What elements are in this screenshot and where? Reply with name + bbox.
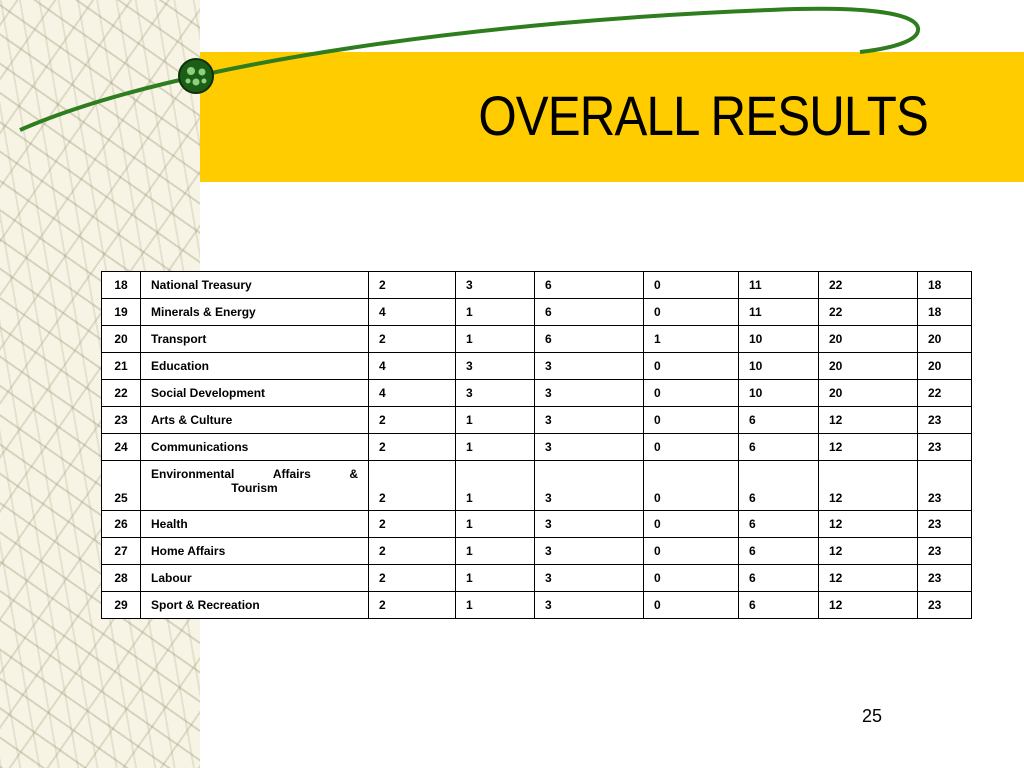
department-cell: Transport (141, 326, 369, 353)
department-cell (141, 461, 369, 511)
score-cell: 23 (918, 538, 972, 565)
score-cell: 1 (456, 592, 535, 619)
department-cell: Health (141, 511, 369, 538)
score-cell: 20 (819, 380, 918, 407)
department-word: & (349, 467, 358, 481)
score-cell: 1 (456, 565, 535, 592)
score-cell: 23 (918, 592, 972, 619)
department-cell: Communications (141, 434, 369, 461)
score-cell: 1 (456, 299, 535, 326)
score-cell: 0 (644, 380, 739, 407)
score-cell: 20 (918, 326, 972, 353)
score-cell: 2 (369, 592, 456, 619)
score-cell: 3 (535, 407, 644, 434)
score-cell: 6 (739, 407, 819, 434)
score-cell: 12 (819, 592, 918, 619)
score-cell: 1 (456, 434, 535, 461)
rank-cell: 27 (102, 538, 141, 565)
score-cell: 3 (535, 538, 644, 565)
score-cell: 6 (739, 511, 819, 538)
score-cell: 12 (819, 461, 918, 511)
rank-cell: 24 (102, 434, 141, 461)
score-cell: 2 (369, 434, 456, 461)
score-cell: 23 (918, 565, 972, 592)
department-cell: Minerals & Energy (141, 299, 369, 326)
score-cell: 0 (644, 272, 739, 299)
table-row (102, 272, 972, 299)
table-row (102, 538, 972, 565)
score-cell: 20 (918, 353, 972, 380)
department-word: Tourism (231, 481, 278, 495)
rank-cell: 26 (102, 511, 141, 538)
score-cell: 4 (369, 353, 456, 380)
department-cell: National Treasury (141, 272, 369, 299)
score-cell: 3 (535, 461, 644, 511)
results-table (101, 271, 972, 619)
score-cell: 3 (535, 565, 644, 592)
score-cell: 22 (819, 272, 918, 299)
score-cell: 6 (535, 326, 644, 353)
score-cell: 3 (456, 353, 535, 380)
rank-cell: 25 (102, 461, 141, 511)
score-cell: 2 (369, 326, 456, 353)
table-row (102, 299, 972, 326)
score-cell: 12 (819, 434, 918, 461)
table-row (102, 565, 972, 592)
score-cell: 12 (819, 565, 918, 592)
score-cell: 2 (369, 272, 456, 299)
department-cell: Education (141, 353, 369, 380)
score-cell: 20 (819, 353, 918, 380)
score-cell: 3 (535, 434, 644, 461)
score-cell: 23 (918, 461, 972, 511)
score-cell: 18 (918, 272, 972, 299)
score-cell: 3 (456, 380, 535, 407)
rank-cell: 23 (102, 407, 141, 434)
score-cell: 23 (918, 434, 972, 461)
score-cell: 23 (918, 407, 972, 434)
score-cell: 6 (739, 461, 819, 511)
score-cell: 2 (369, 538, 456, 565)
score-cell: 4 (369, 299, 456, 326)
rank-cell: 21 (102, 353, 141, 380)
score-cell: 22 (819, 299, 918, 326)
score-cell: 1 (456, 538, 535, 565)
score-cell: 23 (918, 511, 972, 538)
department-cell: Labour (141, 565, 369, 592)
score-cell: 6 (739, 434, 819, 461)
score-cell: 4 (369, 380, 456, 407)
score-cell: 6 (535, 299, 644, 326)
score-cell: 0 (644, 407, 739, 434)
score-cell: 1 (456, 461, 535, 511)
score-cell: 12 (819, 538, 918, 565)
score-cell: 1 (456, 511, 535, 538)
score-cell: 1 (456, 407, 535, 434)
score-cell: 0 (644, 353, 739, 380)
score-cell: 1 (456, 326, 535, 353)
score-cell: 2 (369, 565, 456, 592)
score-cell: 2 (369, 511, 456, 538)
table-row (102, 353, 972, 380)
slide-title: OVERALL RESULTS (478, 84, 928, 147)
score-cell: 3 (535, 353, 644, 380)
score-cell: 18 (918, 299, 972, 326)
score-cell: 0 (644, 592, 739, 619)
department-cell: Home Affairs (141, 538, 369, 565)
score-cell: 20 (819, 326, 918, 353)
score-cell: 6 (739, 565, 819, 592)
score-cell: 10 (739, 326, 819, 353)
page-number: 25 (862, 706, 883, 726)
score-cell: 1 (644, 326, 739, 353)
score-cell: 12 (819, 511, 918, 538)
score-cell: 6 (739, 538, 819, 565)
department-cell: Arts & Culture (141, 407, 369, 434)
table-row (102, 380, 972, 407)
score-cell: 0 (644, 538, 739, 565)
score-cell: 11 (739, 272, 819, 299)
rank-cell: 18 (102, 272, 141, 299)
score-cell: 3 (535, 592, 644, 619)
score-cell: 2 (369, 407, 456, 434)
rank-cell: 28 (102, 565, 141, 592)
department-word: Affairs (272, 467, 311, 481)
score-cell: 12 (819, 407, 918, 434)
table-row (102, 511, 972, 538)
department-cell: Social Development (141, 380, 369, 407)
rank-cell: 20 (102, 326, 141, 353)
table-row (102, 434, 972, 461)
score-cell: 3 (535, 380, 644, 407)
score-cell: 0 (644, 461, 739, 511)
score-cell: 0 (644, 434, 739, 461)
rank-cell: 19 (102, 299, 141, 326)
score-cell: 10 (739, 353, 819, 380)
department-word: Environmental (151, 467, 235, 481)
score-cell: 0 (644, 565, 739, 592)
table-row (102, 461, 972, 511)
score-cell: 11 (739, 299, 819, 326)
score-cell: 3 (456, 272, 535, 299)
score-cell: 3 (535, 511, 644, 538)
score-cell: 6 (535, 272, 644, 299)
table-row (102, 326, 972, 353)
table-row (102, 407, 972, 434)
table-row (102, 592, 972, 619)
department-cell: Sport & Recreation (141, 592, 369, 619)
score-cell: 0 (644, 511, 739, 538)
score-cell: 2 (369, 461, 456, 511)
rank-cell: 29 (102, 592, 141, 619)
score-cell: 6 (739, 592, 819, 619)
rank-cell: 22 (102, 380, 141, 407)
score-cell: 22 (918, 380, 972, 407)
score-cell: 10 (739, 380, 819, 407)
score-cell: 0 (644, 299, 739, 326)
